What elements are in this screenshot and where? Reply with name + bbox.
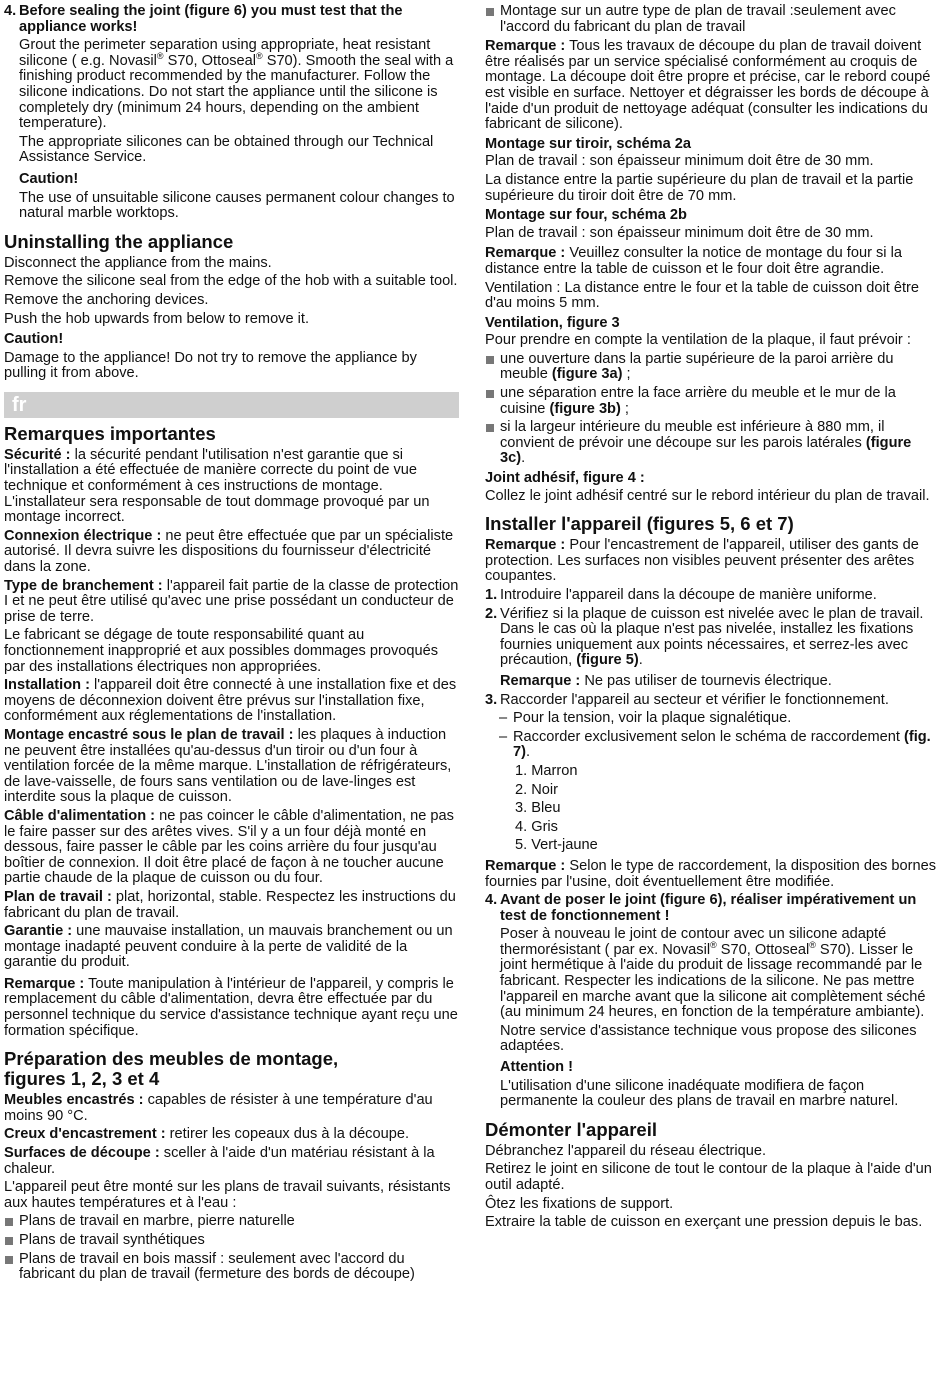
bullet-square-icon — [486, 424, 494, 432]
wire-color-item: 3. Bleu — [515, 800, 561, 817]
tiroir-title: Montage sur tiroir, schéma 2a — [485, 135, 692, 152]
list-item: Plans de travail en marbre, pierre naturelle — [4, 1214, 459, 1230]
remarque-paragraph: Garantie : une mauvaise installation, un mauvais branchement ou un montage inadapté peuvent conduire à la perte de validité de la garantie du produit. — [4, 923, 453, 971]
caution-title: Caution! — [4, 331, 64, 348]
preparation-paragraph: L'appareil peut être monté sur les plans de travail suivants, résistants aux hautes températures et à l'eau : — [4, 1179, 451, 1211]
step-3 — [485, 693, 937, 709]
tiroir-paragraph: Plan de travail : son épaisseur minimum doit être de 30 mm. — [485, 153, 874, 170]
preparation-paragraph: Surfaces de découpe : sceller à l'aide d'un matériau résistant à la chaleur. — [4, 1145, 435, 1177]
caution-text: The use of unsuitable silicone causes permanent colour changes to natural marble worktops. — [19, 189, 455, 222]
installer-heading: Installer l'appareil (figures 5, 6 et 7) — [485, 513, 794, 535]
remarque-paragraph: Câble d'alimentation : ne pas coincer le câble d'alimentation, ne pas le faire passer sur des arêtes vives. S'il y a un four déjà monté en dessous, faire passer le câble par les coins arrière du four jusqu'au boîtier de connexion. Il doit être placé de façon à ne toucher aucune partie chaude de la plaque de cuisson ou du four. — [4, 807, 454, 887]
attention-title: Attention ! — [500, 1059, 573, 1076]
wire-color-list — [485, 764, 937, 854]
dash-marker: – — [499, 710, 508, 727]
wire-color-item: 2. Noir — [515, 781, 558, 798]
step-number: 4. — [485, 892, 498, 909]
joint-title: Joint adhésif, figure 4 : — [485, 470, 645, 487]
uninstall-line: Push the hob upwards from below to remove it. — [4, 310, 310, 327]
dash-item: – Raccorder exclusivement selon le schéma de raccordement (fig. 7). — [499, 728, 931, 761]
bullet-square-icon — [486, 8, 494, 16]
preparation-paragraph: Meubles encastrés : capables de résister à une température d'au moins 90 °C. — [4, 1092, 433, 1124]
right-column — [485, 4, 937, 1234]
dash-item: – Pour la tension, voir la plaque signalétique. — [499, 710, 792, 727]
four-title: Montage sur four, schéma 2b — [485, 207, 687, 224]
step-number: 3. — [485, 691, 498, 708]
step-title: Avant de poser le joint (figure 6), réaliser impérativement un test de fonctionnement ! — [500, 892, 917, 924]
demonter-heading: Démonter l'appareil — [485, 1118, 657, 1140]
attention-text: L'utilisation d'une silicone inadéquate modifiera de façon permanente la couleur des plans de travail en marbre naturel. — [500, 1077, 899, 1110]
remarque-paragraph: Le fabricant se dégage de toute responsabilité quant au fonctionnement inapproprié et aux possibles dommages provoqués par des installations électriques non appropriées. — [4, 627, 439, 675]
step-number: 4. — [4, 3, 17, 19]
step-text: Vérifiez si la plaque de cuisson est nivelée avec le plan de travail. Dans le cas où la plaque n'est pas nivelée, installez les fixations fournies uniquement aux points nécessaires, et serrez-les avec précaution, (figure 5). — [500, 605, 924, 669]
list-item: Montage sur un autre type de plan de travail :seulement avec l'accord du fabricant du plan de travail — [485, 4, 937, 35]
remarque-paragraph: Connexion électrique : ne peut être effectuée que par un spécialiste autorisé. Il devra suivre les dispositions du fournisseur d'électricité dans la zone. — [4, 527, 454, 576]
list-item: Plans de travail synthétiques — [4, 1233, 459, 1249]
ventilation-intro: Pour prendre en compte la ventilation de la plaque, il faut prévoir : — [485, 332, 911, 349]
list-item: une ouverture dans la partie supérieure de la paroi arrière du meuble (figure 3a) ; — [485, 352, 937, 383]
step-text: Raccorder l'appareil au secteur et vérifier le fonctionnement. — [500, 691, 889, 708]
remarque-paragraph: Remarque : Tous les travaux de découpe du plan de travail doivent être réalisés par un service spécialisé conformément au croquis de montage. La découpe doit être propre et précise, car le rebord coupé est visible en surface. Nettoyer et dégraisser les bords de découpe à l'aide d'un produit de nettoyage adéquat (consulter les indications du fabricant de silicone). — [485, 38, 931, 133]
uninstall-line: Remove the anchoring devices. — [4, 291, 209, 308]
wire-color-item: 5. Vert-jaune — [515, 837, 598, 854]
step-4-fr — [485, 893, 937, 1110]
remarque-paragraph: Montage encastré sous le plan de travail : les plaques à induction ne peuvent être installées qu'au-dessus d'un tiroir ou d'un four à ventilation forcée de la même marque. L'installation de réfrigérateurs, de lave-vaisselle, de fours sans ventilation ou de lave-linges est interdite sous la plaque de cuisson. — [4, 726, 452, 806]
uninstall-line: Disconnect the appliance from the mains. — [4, 254, 272, 271]
wire-color-item: 4. Gris — [515, 818, 558, 835]
step-paragraph: Notre service d'assistance technique vous propose des silicones adaptées. — [500, 1022, 917, 1055]
step-number: 1. — [485, 587, 498, 603]
demonter-line: Retirez le joint en silicone de tout le contour de la plaque à l'aide d'un outil adapté. — [485, 1161, 932, 1193]
wire-color-item: 1. Marron — [515, 762, 578, 779]
step-remarque: Remarque : Ne pas utiliser de tournevis électrique. — [500, 672, 832, 689]
ventilation-title: Ventilation, figure 3 — [485, 314, 620, 331]
four-remarque: Remarque : Veuillez consulter la notice de montage du four si la distance entre la table de cuisson et le four doit être agrandie. — [485, 245, 902, 277]
step-text: Introduire l'appareil dans la découpe de manière uniforme. — [500, 587, 877, 603]
step-2 — [485, 607, 937, 690]
list-item: si la largeur intérieure du meuble est inférieure à 880 mm, il convient de prévoir une découpe sur les parois latérales (figure 3c). — [485, 420, 937, 467]
step-paragraph: Grout the perimeter separation using appropriate, heat resistant silicone ( e.g. Novasil® S70, Ottoseal® S70). Smooth the seal with a finishing product recommended by the manufacturer. Follow the silicone indications. Do not start the appliance until the silicone is completely dry (minimum 24 hours, depending on the ambient temperature). — [19, 37, 454, 132]
caution-title: Caution! — [19, 170, 79, 187]
step-1 — [485, 588, 937, 604]
remarque-paragraph: Type de branchement : l'appareil fait partie de la classe de protection I et ne peut être utilisé qu'avec une prise possédant un conducteur de prise de terre. — [4, 577, 459, 625]
step-title: Before sealing the joint (figure 6) you must test that the appliance works! — [19, 3, 403, 35]
four-paragraph: Plan de travail : son épaisseur minimum doit être de 30 mm. — [485, 224, 874, 241]
left-column — [4, 4, 459, 1286]
installer-remarque: Remarque : Selon le type de raccordement, la disposition des bornes fournies par l'usine, doit éventuellement être modifiée. — [485, 857, 937, 890]
preparation-paragraph: Creux d'encastrement : retirer les copeaux dus à la découpe. — [4, 1126, 410, 1143]
remarque-paragraph: Plan de travail : plat, horizontal, stable. Respectez les instructions du fabricant du plan de travail. — [4, 888, 456, 921]
step-number: 2. — [485, 605, 498, 622]
uninstall-line: Remove the silicone seal from the edge of the hob with a suitable tool. — [4, 273, 458, 290]
dash-marker: – — [499, 728, 508, 745]
remarque-paragraph: Sécurité : la sécurité pendant l'utilisation n'est garantie que si l'installation a été effectuée de manière correcte du point de vue technique et conformément à ces instructions de montage. L'installateur sera responsable de tout dommage provoqué par un montage incorrect. — [4, 446, 430, 526]
tiroir-paragraph: La distance entre la partie supérieure du plan de travail et la partie supérieure du tiroir doit être de 70 mm. — [485, 171, 914, 204]
joint-paragraph: Collez le joint adhésif centré sur le rebord intérieur du plan de travail. — [485, 487, 930, 504]
preparation-heading: Préparation des meubles de montage, figures 1, 2, 3 et 4 — [4, 1048, 339, 1090]
step-4-en — [4, 4, 459, 222]
demonter-line: Débranchez l'appareil du réseau électrique. — [485, 1142, 767, 1159]
bullet-square-icon — [486, 356, 494, 364]
list-item: Plans de travail en bois massif : seulement avec l'accord du fabricant du plan de travail (fermeture des bords de découpe) — [4, 1252, 459, 1283]
four-paragraph: Ventilation : La distance entre le four et la table de cuisson doit être d'au moins 5 mm. — [485, 279, 920, 312]
caution-text: Damage to the appliance! Do not try to remove the appliance by pulling it from above. — [4, 349, 417, 382]
bullet-square-icon — [5, 1256, 13, 1264]
remarque-paragraph: Remarque : Toute manipulation à l'intérieur de l'appareil, y compris le remplacement du câble d'alimentation, devra être effectuée par du personnel technique du service d'assistance technique ayant reçu une formation spécifique. — [4, 975, 458, 1039]
remarque-paragraph: Installation : l'appareil doit être connecté à une installation fixe et des moyens de déconnexion doivent être prévus sur l'installation fixe, conformément aux réglementations de l'installation. — [4, 677, 457, 725]
bullet-square-icon — [486, 390, 494, 398]
list-item: une séparation entre la face arrière du meuble et le mur de la cuisine (figure 3b) ; — [485, 386, 937, 417]
step-paragraph: Poser à nouveau le joint de contour avec un silicone adapté thermorésistant ( par ex. Novasil® S70, Ottoseal® S70). Lisser le joint hermétique à l'aide du produit de lissage recommandé par le fabricant. Respecter les indications de la silicone. Ne pas mettre l'appareil en marche avant que la silicone ait complètement séché (au minimum 24 heures, en fonction de la température ambiante). — [500, 926, 926, 1021]
remarques-heading: Remarques importantes — [4, 422, 216, 444]
step-paragraph: The appropriate silicones can be obtained through our Technical Assistance Service. — [19, 133, 434, 166]
uninstall-heading: Uninstalling the appliance — [4, 230, 234, 252]
installer-remarque: Remarque : Pour l'encastrement de l'appareil, utiliser des gants de protection. Les surfaces non visibles peuvent présenter des arêtes coupantes. — [485, 537, 919, 585]
bullet-square-icon — [5, 1218, 13, 1226]
demonter-line: Extraire la table de cuisson en exerçant une pression depuis le bas. — [485, 1214, 923, 1231]
demonter-line: Ôtez les fixations de support. — [485, 1195, 674, 1212]
bullet-square-icon — [5, 1237, 13, 1245]
language-bar-fr: fr — [4, 392, 459, 418]
